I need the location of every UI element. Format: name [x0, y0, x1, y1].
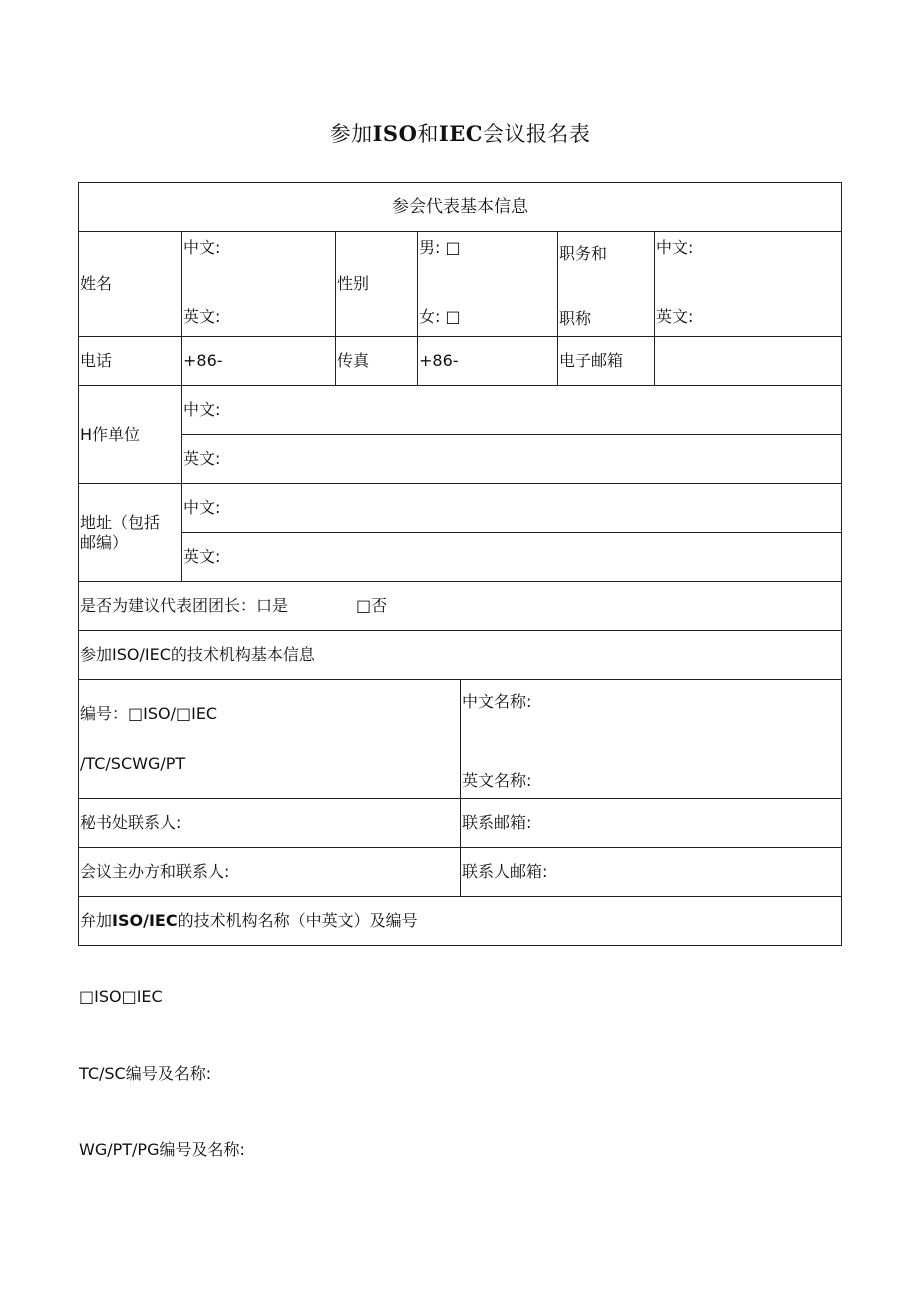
gender-options[interactable]: [418, 232, 558, 337]
secretariat-email-field[interactable]: 联系邮箱:: [461, 799, 842, 848]
name-label: 姓名: [79, 232, 182, 337]
phone-label: 电话: [79, 337, 182, 386]
name-cn-label: 中文:: [183, 238, 221, 257]
name-en-label: 英文:: [183, 306, 221, 326]
section-header-committee: 参加ISO/IEC的技术机构基本信息: [79, 631, 842, 680]
committee-en-name-label: 英文名称:: [462, 770, 532, 790]
delegation-head-row[interactable]: [79, 582, 842, 631]
name-fields[interactable]: [182, 232, 336, 337]
wgpt-number-label: WG/PT/PG编号及名称:: [79, 1140, 245, 1159]
position-en-label: 英文:: [656, 306, 694, 326]
section-header-delegate: 参会代表基本信息: [79, 183, 842, 232]
position-label: 职务和 职称: [558, 232, 655, 337]
email-field[interactable]: [655, 337, 842, 386]
page-title: 参加ISO和IEC会议报名表: [329, 121, 591, 146]
iso-iec-checkboxes[interactable]: □ISO□IEC: [79, 987, 163, 1006]
committee-cn-name-label: 中文名称:: [462, 692, 532, 711]
address-en-field[interactable]: 英文:: [182, 533, 842, 582]
committee-number-line1: 编号：□ISO/□IEC: [80, 704, 218, 723]
work-unit-en-field[interactable]: 英文:: [182, 435, 842, 484]
female-checkbox[interactable]: 女: □: [419, 306, 461, 326]
work-unit-cn-field[interactable]: 中文:: [182, 386, 842, 435]
registration-form: [78, 182, 842, 946]
tech-body-name-row: 弁加ISO/IEC的技术机构名称（中英文）及编号: [79, 897, 842, 946]
secretariat-contact-field[interactable]: 秘书处联系人:: [79, 799, 461, 848]
delegation-head-yes[interactable]: 是否为建议代表团团长：口是: [80, 596, 289, 616]
address-label: 地址（包括 邮编）: [79, 484, 182, 582]
fax-field[interactable]: +86-: [418, 337, 558, 386]
fax-label: 传真: [336, 337, 418, 386]
delegation-head-no[interactable]: □否: [356, 596, 388, 616]
address-cn-field[interactable]: 中文:: [182, 484, 842, 533]
committee-number-field[interactable]: [79, 680, 461, 799]
tcsc-number-label: TC/SC编号及名称:: [79, 1064, 212, 1083]
position-cn-label: 中文:: [656, 238, 694, 257]
host-email-field[interactable]: 联系人邮箱:: [461, 848, 842, 897]
gender-label: 性别: [336, 232, 418, 337]
email-label: 电子邮箱: [558, 337, 655, 386]
phone-field[interactable]: +86-: [182, 337, 336, 386]
work-unit-label: H作单位: [79, 386, 182, 484]
male-checkbox[interactable]: 男: □: [419, 238, 461, 257]
committee-names-field[interactable]: [461, 680, 842, 799]
position-fields[interactable]: [655, 232, 842, 337]
host-contact-field[interactable]: 会议主办方和联系人:: [79, 848, 461, 897]
committee-number-line2: /TC/SCWG/PT: [80, 754, 186, 773]
